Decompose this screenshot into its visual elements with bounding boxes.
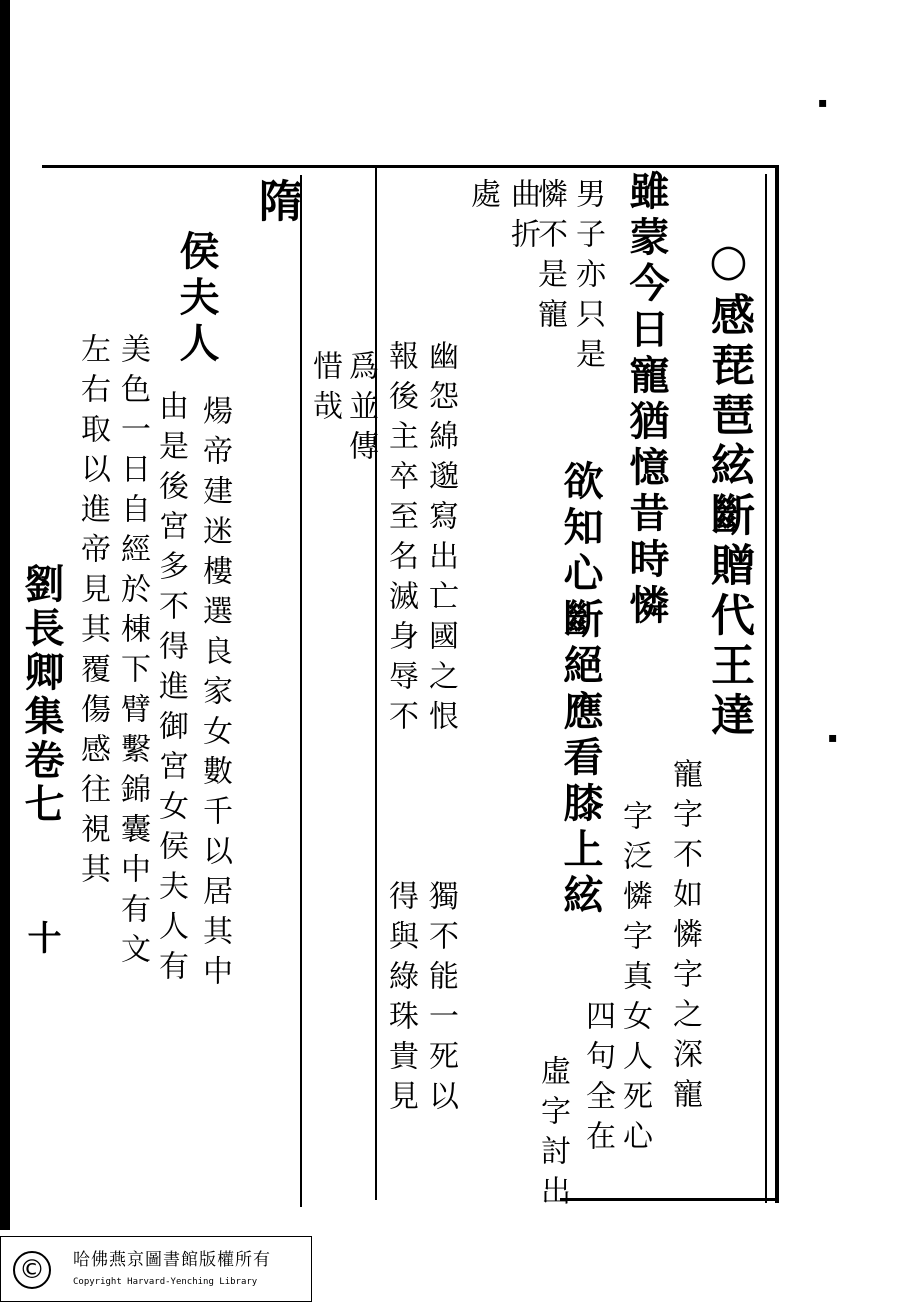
poem-title: ○感琵琶絃斷贈代王達 [703, 235, 754, 742]
copyright-en: Copyright Harvard-Yenching Library [73, 1277, 258, 1287]
note-line-1a: 寵字不如憐字之深寵 [667, 758, 702, 1118]
author-name: 侯夫人 [173, 230, 220, 368]
edge-speck-2: ▪ [828, 730, 838, 746]
note-line-2a: 男子亦只是 [570, 178, 605, 378]
commentary-line-6: 惜哉 [307, 350, 342, 430]
note-line-1b: 字泛憐字真女人死心 [617, 800, 652, 1160]
commentary-line-5: 爲並傳 [343, 350, 378, 470]
bio-line-3: 美色一日自經於棟下臂繫錦囊中有文 [115, 333, 150, 973]
commentary-line-2: 報後主卒至名滅身辱不 [383, 340, 418, 740]
spine-folio: 十 [21, 920, 61, 954]
column-divider-2 [300, 175, 302, 1207]
edge-speck: ▪ [818, 95, 828, 111]
column-divider [375, 168, 377, 1200]
spine-title: 劉長卿集卷七 [18, 563, 65, 827]
copyright-icon: © [13, 1251, 51, 1289]
commentary-line-1: 幽怨綿邈寫出亡國之恨 [423, 340, 458, 740]
frame-bottom-rule [560, 1198, 775, 1201]
note-line-2d: 虛字討出 [535, 1055, 570, 1215]
copyright-footer [0, 1236, 312, 1302]
note-line-2c: 憐不是寵 [532, 178, 567, 338]
dynasty-heading: 隋 [251, 178, 302, 228]
bio-line-1: 煬帝建迷樓選良家女數千以居其中 [197, 395, 232, 995]
poem-line-2: 欲知心斷絕應看膝上絃 [557, 460, 604, 920]
commentary-line-4: 得與綠珠貴見 [383, 880, 418, 1120]
bio-line-2: 由是後宮多不得進御宮女侯夫人有 [153, 390, 188, 990]
commentary-line-3: 獨不能一死以 [423, 880, 458, 1120]
note-line-2e: 曲折 [505, 178, 540, 258]
note-line-2b: 四句全在 [580, 1000, 615, 1160]
note-line-2f: 處 [465, 178, 500, 218]
poem-line-1: 雖蒙今日寵猶憶昔時憐 [623, 170, 670, 630]
copyright-cn: 哈佛燕京圖書館版權所有 [73, 1250, 271, 1270]
spine-edge [0, 0, 10, 1230]
bio-line-4: 左右取以進帝見其覆傷感往視其 [75, 333, 110, 893]
